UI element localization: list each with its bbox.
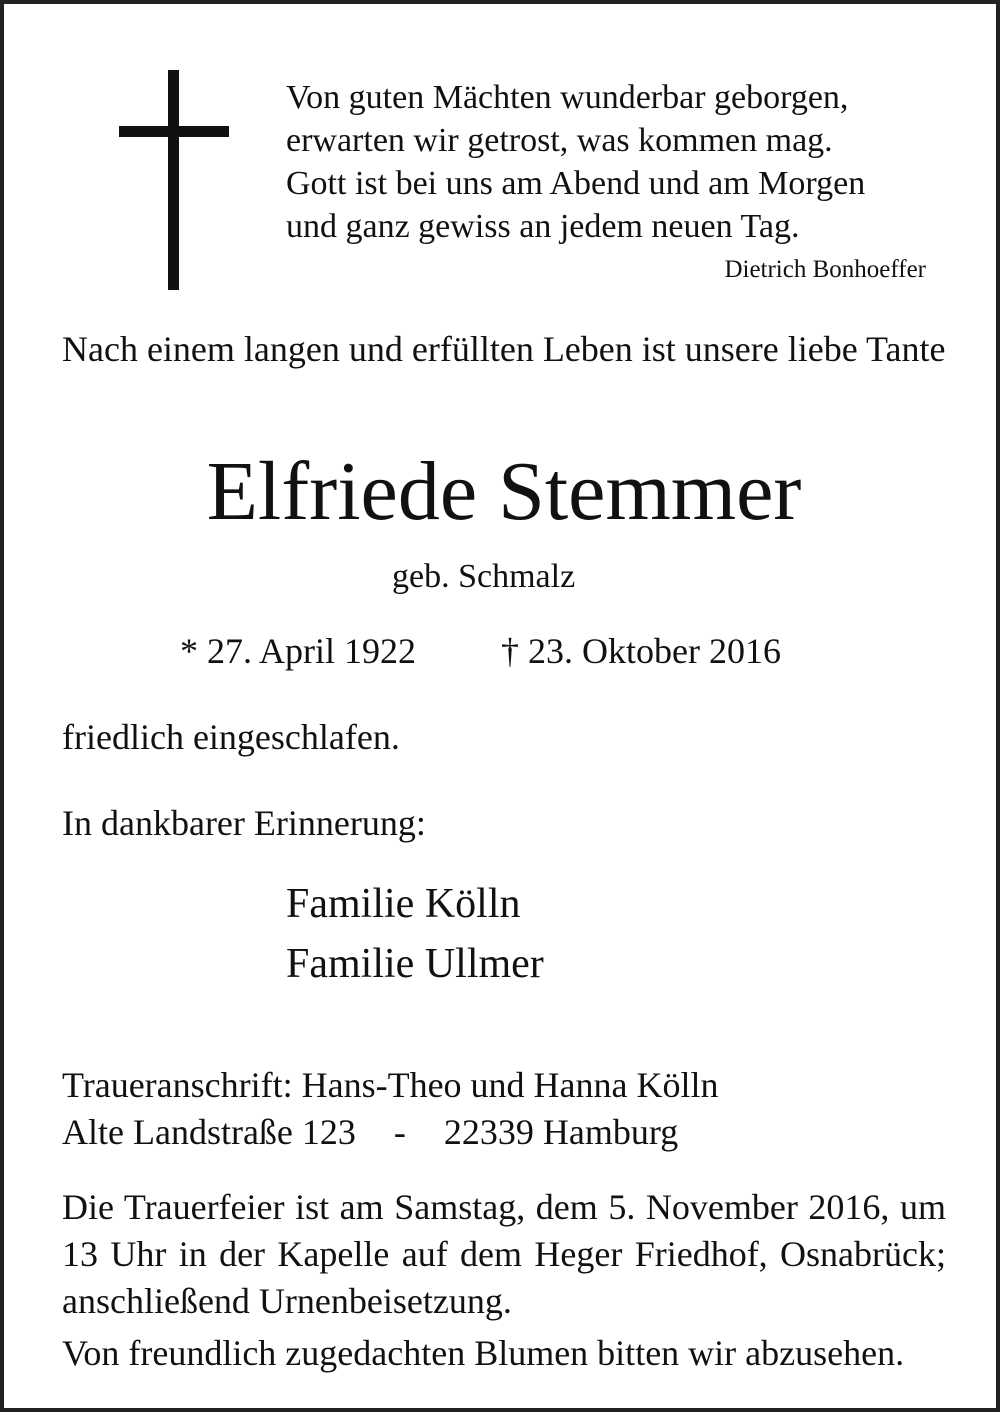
birth-date: * 27. April 1922 <box>180 631 417 671</box>
poem-line: erwarten wir getrost, was kommen mag. <box>286 122 833 159</box>
family-name: Familie Ullmer <box>286 941 544 987</box>
mourning-address <box>62 1062 946 1156</box>
address-separator: - <box>393 1112 406 1152</box>
families-list <box>286 874 544 994</box>
deceased-name: Elfriede Stemmer <box>206 445 802 538</box>
intro-text: Nach einem langen und erfüllten Leben ist unsere liebe Tante <box>62 329 946 369</box>
passed-away-text: friedlich eingeschlafen. <box>62 717 400 757</box>
cross-vertical-bar <box>168 70 179 290</box>
cross-horizontal-bar <box>119 126 229 137</box>
poem-line: Gott ist bei uns am Abend und am Morgen <box>286 165 866 202</box>
bonhoeffer-poem <box>286 76 946 248</box>
cross-icon <box>119 70 229 290</box>
maiden-name: geb. Schmalz <box>392 558 576 595</box>
death-date: † 23. Oktober 2016 <box>501 631 781 671</box>
memory-text: In dankbarer Erinnerung: <box>62 803 426 843</box>
address-line: Traueranschrift: Hans-Theo und Hanna Kölln <box>62 1065 719 1105</box>
flowers-note: Von freundlich zugedachten Blumen bitten wir abzusehen. <box>62 1333 905 1373</box>
address-street-line <box>62 1109 946 1156</box>
address-city: 22339 Hamburg <box>443 1112 679 1152</box>
poem-line: Von guten Mächten wunderbar geborgen, <box>286 79 849 116</box>
funeral-service-text: Die Trauerfeier ist am Samstag, dem 5. November 2016, um 13 Uhr in der Kapelle auf dem Heger Friedhof, Osnabrück; anschließend Urnenbeisetzung. <box>62 1187 946 1321</box>
family-name: Familie Kölln <box>286 881 521 927</box>
poem-author: Dietrich Bonhoeffer <box>724 256 926 283</box>
poem-line: und ganz gewiss an jedem neuen Tag. <box>286 208 800 245</box>
address-street: Alte Landstraße 123 <box>62 1112 356 1152</box>
